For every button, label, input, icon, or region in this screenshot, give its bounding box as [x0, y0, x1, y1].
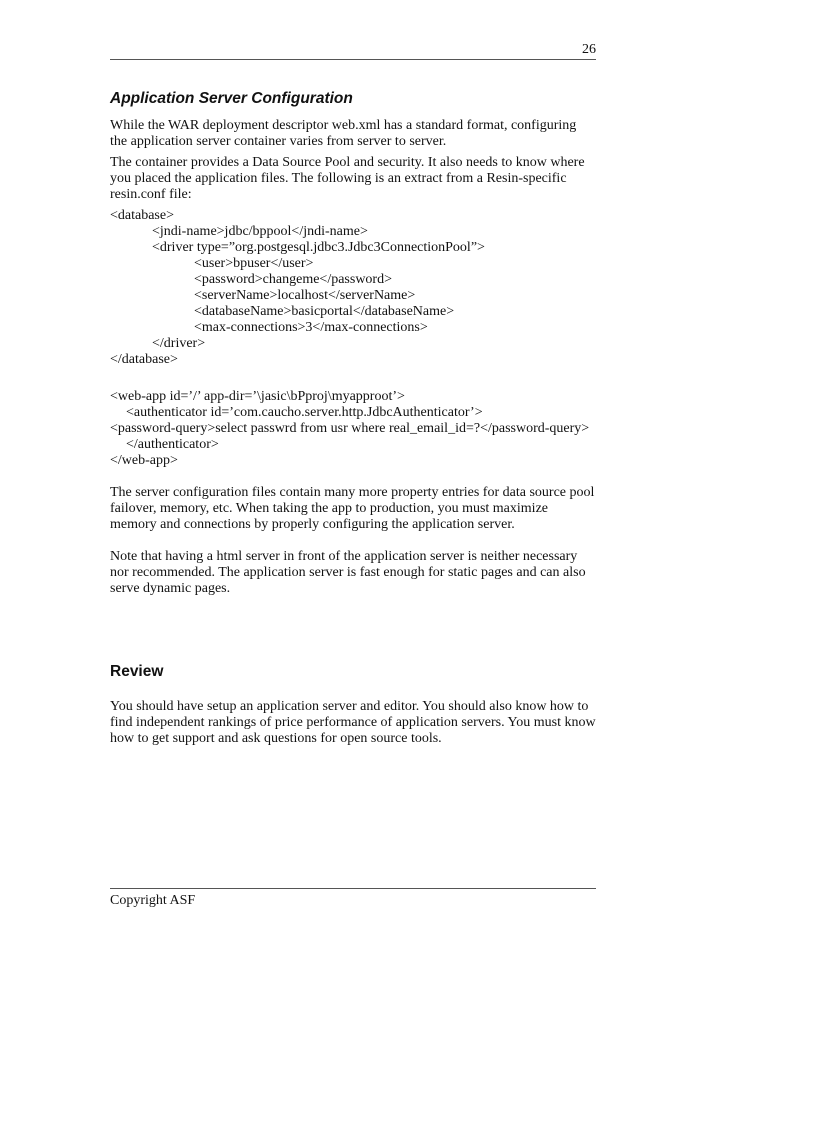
html-server-paragraph: Note that having a html server in front of the application server is neither necessary nor recommended. The application server is fast enough for static pages and can also serve dynamic pages.: [110, 549, 586, 596]
code-line: <web-app id=’/’ app-dir=’\jasic\bPproj\myapproot’>: [110, 389, 405, 404]
code-line: <password-query>select passwrd from usr where real_email_id=?</password-query>: [110, 421, 590, 436]
footer-rule: [110, 888, 596, 889]
page-number: 26: [582, 42, 596, 57]
container-paragraph: The container provides a Data Source Pool and security. It also needs to know where you placed the application files. The following is an extract from a Resin-specific resin.conf file:: [110, 155, 585, 202]
code-line: <jndi-name>jdbc/bppool</jndi-name>: [152, 224, 368, 239]
code-line: <serverName>localhost</serverName>: [194, 288, 416, 303]
code-line: <authenticator id=’com.caucho.server.http.JdbcAuthenticator’>: [126, 405, 483, 420]
config-files-paragraph: The server configuration files contain many more property entries for data source pool failover, memory, etc. When taking the app to production, you must maximize memory and connections by properly configuring the application server.: [110, 485, 595, 532]
code-spacer: [110, 368, 596, 384]
code-line: <databaseName>basicportal</databaseName>: [194, 304, 455, 319]
code-line: </web-app>: [110, 453, 178, 468]
page-content: [110, 89, 596, 747]
intro-paragraph: While the WAR deployment descriptor web.xml has a standard format, configuring the application server container varies from server to server.: [110, 118, 577, 149]
review-heading: Review: [110, 663, 164, 680]
code-line: </database>: [110, 352, 178, 367]
database-config-code: [110, 208, 596, 384]
review-paragraph: You should have setup an application server and editor. You should also know how to find independent rankings of price performance of application servers. You must know how to get support and ask questions for open source tools.: [110, 699, 596, 746]
code-line: <max-connections>3</max-connections>: [194, 320, 428, 335]
footer-copyright: Copyright ASF: [110, 893, 196, 908]
webapp-config-code: [110, 389, 596, 469]
section-heading: Application Server Configuration: [110, 90, 353, 107]
code-line: <driver type=”org.postgesql.jdbc3.Jdbc3ConnectionPool”>: [152, 240, 485, 255]
code-line: </driver>: [152, 336, 206, 351]
code-line: <user>bpuser</user>: [194, 256, 314, 271]
code-line: </authenticator>: [126, 437, 219, 452]
header-rule: [110, 59, 596, 60]
code-line: <database>: [110, 208, 174, 223]
code-line: <password>changeme</password>: [194, 272, 392, 287]
